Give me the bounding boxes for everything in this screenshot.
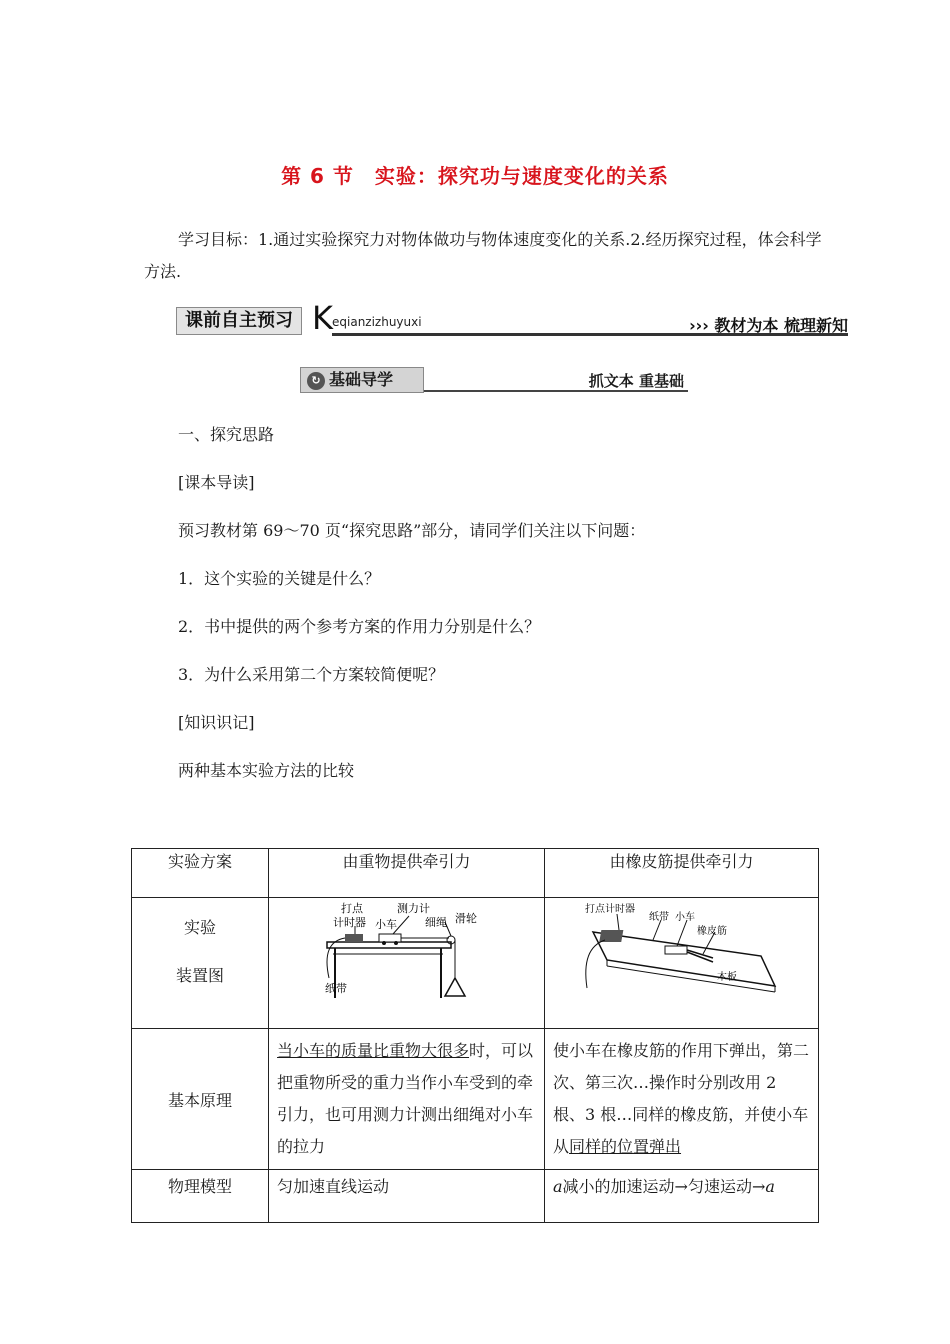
learning-goal: 学习目标：1.通过实验探究力对物体做功与物体速度变化的关系.2.经历探究过程，体会科学方法. — [144, 230, 822, 281]
banner-slogan: ››› 教材为本 梳理新知 — [689, 316, 848, 335]
page-title: 第 6 节 实验：探究功与速度变化的关系 — [281, 164, 669, 188]
model-a-start: a — [553, 1177, 563, 1196]
figure-row-label — [132, 898, 269, 1029]
principle-rubber-key: 同样的位置弹出 — [569, 1137, 682, 1156]
banner-pinyin: eqianzizhuyuxi — [332, 315, 422, 329]
figure-rubber-cell — [545, 898, 819, 1029]
question-3: 3．为什么采用第二个方案较简便呢？ — [178, 665, 445, 684]
header-weight: 由重物提供牵引力 — [269, 849, 545, 898]
label-timer: 打点计时器 — [585, 904, 635, 915]
sub-banner-slogan: 抓文本 重基础 — [588, 372, 684, 390]
section-heading: 一、探究思路 — [178, 425, 275, 444]
table-row-model — [132, 1170, 819, 1223]
principle-weight-key: 当小车的质量比重物大很多 — [277, 1041, 470, 1060]
preview-text: 预习教材第 69～70 页“探究思路”部分，请同学们关注以下问题： — [178, 521, 646, 540]
compare-title: 两种基本实验方法的比较 — [178, 761, 355, 780]
cycle-icon: ↻ — [307, 372, 325, 390]
sub-banner-label: 基础导学 — [329, 370, 394, 389]
question-1: 1．这个实验的关键是什么？ — [178, 569, 381, 588]
sub-banner — [300, 367, 688, 393]
header-scheme: 实验方案 — [132, 849, 269, 898]
figure-label-line2: 装置图 — [176, 966, 225, 985]
label-cart: 小车 — [375, 918, 398, 931]
label-pulley: 滑轮 — [455, 912, 478, 925]
principle-weight — [269, 1029, 545, 1170]
model-rubber-text: 减小的加速运动→匀速运动→ — [562, 1177, 766, 1196]
figure-weight-cell — [269, 898, 545, 1029]
label-timer-2: 计时器 — [333, 916, 367, 929]
label-cart-2: 小车 — [675, 912, 695, 923]
label-board: 木板 — [717, 972, 737, 983]
table-header-row — [132, 849, 819, 898]
table-row-figure — [132, 898, 819, 1029]
header-rubber: 由橡皮筋提供牵引力 — [545, 849, 819, 898]
table-row-principle — [132, 1029, 819, 1170]
weight-apparatus-diagram — [269, 898, 531, 1022]
model-weight: 匀加速直线运动 — [269, 1170, 545, 1223]
principle-rubber-text: 使小车在橡皮筋的作用下弹出，第二次、第三次…操作时分别改用 2 根、3 根…同样的橡皮筋，并使小车从 — [553, 1041, 810, 1156]
rubber-band-apparatus-diagram — [545, 898, 805, 1022]
label-rubber-band: 橡皮筋 — [697, 926, 727, 937]
section-banner — [176, 299, 848, 339]
label-timer-1: 打点 — [341, 902, 364, 915]
label-force-meter: 测力计 — [397, 902, 431, 915]
bracket-heading-reading: [课本导读] — [178, 473, 255, 492]
banner-k-letter: K — [312, 299, 333, 337]
sub-banner-label-box — [300, 367, 424, 393]
model-label: 物理模型 — [132, 1170, 269, 1223]
principle-rubber — [545, 1029, 819, 1170]
bracket-heading-knowledge: [知识识记] — [178, 713, 255, 732]
model-rubber — [545, 1170, 819, 1223]
label-tape: 纸带 — [649, 912, 669, 923]
label-string: 细绳 — [425, 916, 448, 929]
principle-weight-rest: 时，可以把重物所受的重力当作小车受到的牵引力，也可用测力计测出细绳对小车的拉力 — [277, 1041, 534, 1156]
comparison-table — [131, 848, 819, 1223]
banner-label: 课前自主预习 — [176, 307, 302, 335]
question-2: 2．书中提供的两个参考方案的作用力分别是什么？ — [178, 617, 541, 636]
figure-label-line1: 实验 — [184, 918, 217, 937]
principle-label: 基本原理 — [132, 1029, 269, 1170]
model-a-end: a — [765, 1177, 775, 1196]
label-paper-tape: 纸带 — [325, 982, 348, 995]
